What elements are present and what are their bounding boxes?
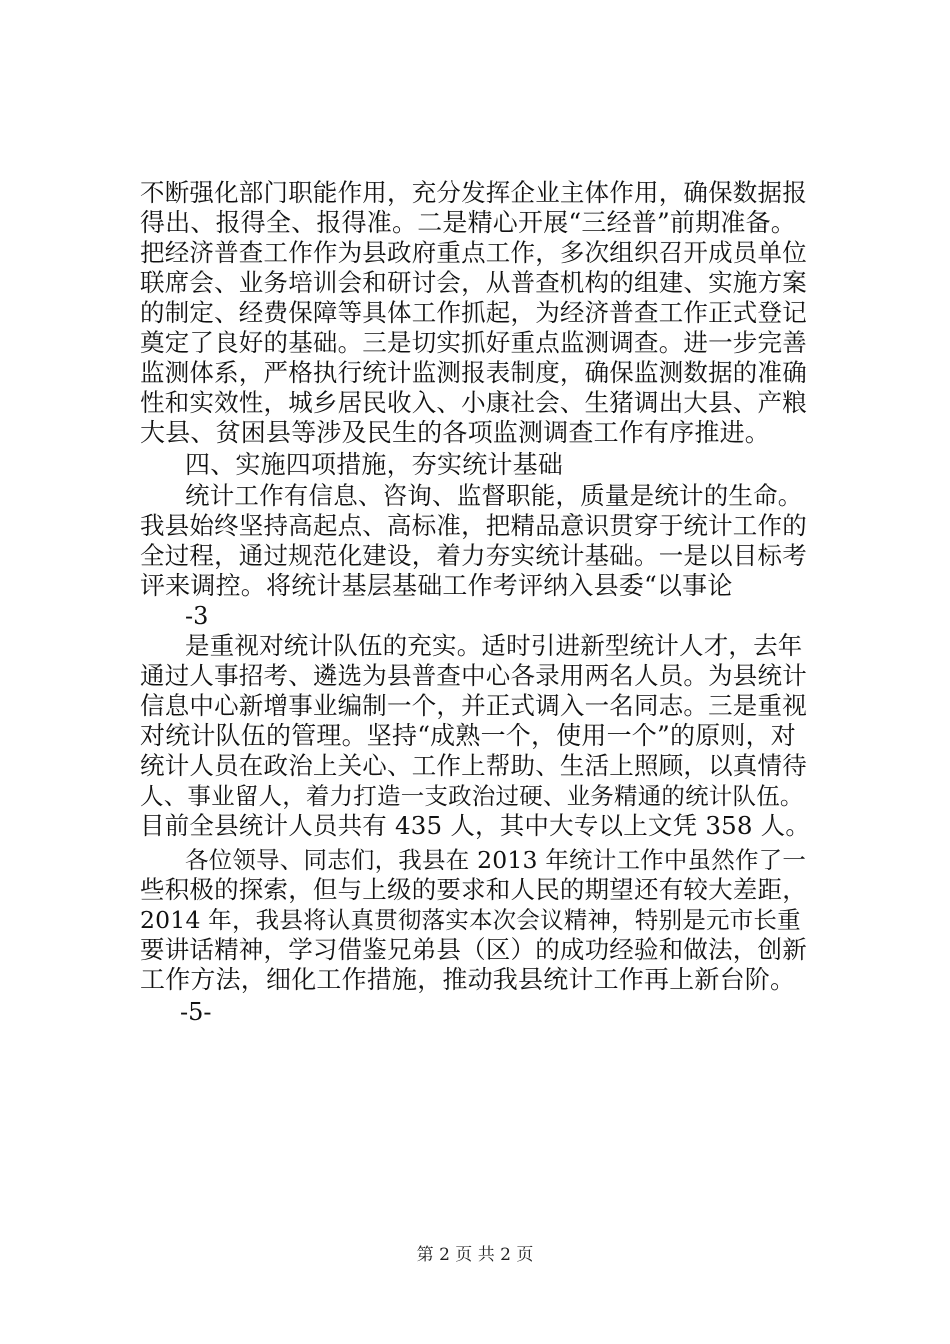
body-text-line: 奠定了良好的基础。三是切实抓好重点监测调查。进一步完善 <box>140 328 807 357</box>
body-text-line: 统计人员在政治上关心、工作上帮助、生活上照顾，以真情待 <box>140 751 807 780</box>
body-text-line: 对统计队伍的管理。坚持“成熟一个，使用一个”的原则，对 <box>140 721 796 750</box>
body-text-line: 不断强化部门职能作用，充分发挥企业主体作用，确保数据报 <box>140 178 807 207</box>
body-text-line: 评来调控。将统计基层基础工作考评纳入县委“以事论 <box>140 571 733 600</box>
body-text-line: 统计工作有信息、咨询、监督职能，质量是统计的生命。 <box>185 481 803 510</box>
body-text-line: 工作方法，细化工作措施，推动我县统计工作再上新台阶。 <box>140 965 796 994</box>
body-text-line: 大县、贫困县等涉及民生的各项监测调查工作有序推进。 <box>140 418 771 447</box>
body-text-line: 人、事业留人，着力打造一支政治过硬、业务精通的统计队伍。 <box>140 782 804 810</box>
body-text-line: 监测体系，严格执行统计监测报表制度，确保监测数据的准确 <box>140 358 807 387</box>
body-text-line: 些积极的探索，但与上级的要求和人民的期望还有较大差距， <box>140 875 807 904</box>
body-text-line: 联席会、业务培训会和研讨会，从普查机构的组建、实施方案 <box>140 268 807 297</box>
page-number-mark: -3 <box>185 602 209 630</box>
body-text-line: 2014 年，我县将认真贯彻落实本次会议精神，特别是元市长重 <box>140 906 801 934</box>
body-text-line: 得出、报得全、报得准。二是精心开展“三经普”前期准备。 <box>140 208 796 237</box>
page-footer: 第 2 页 共 2 页 <box>416 1245 534 1265</box>
body-text-line: 性和实效性，城乡居民收入、小康社会、生猪调出大县、产粮 <box>140 388 807 417</box>
body-text-line: 是重视对统计队伍的充实。适时引进新型统计人才，去年 <box>185 631 803 660</box>
body-text-line: 我县始终坚持高起点、高标准，把精品意识贯穿于统计工作的 <box>140 511 807 540</box>
body-text-line: 要讲话精神，学习借鉴兄弟县（区）的成功经验和做法，创新 <box>140 935 807 964</box>
body-text-line: 全过程，通过规范化建设，着力夯实统计基础。一是以目标考 <box>140 541 807 570</box>
body-text-line: 把经济普查工作作为县政府重点工作，多次组织召开成员单位 <box>140 238 807 267</box>
body-text-line: 通过人事招考、遴选为县普查中心各录用两名人员。为县统计 <box>140 661 807 690</box>
page-number-mark: -5- <box>180 998 212 1026</box>
section-heading: 四、实施四项措施，夯实统计基础 <box>185 450 564 479</box>
body-text-line: 信息中心新增事业编制一个，并正式调入一名同志。三是重视 <box>140 691 807 720</box>
body-text-line: 的制定、经费保障等具体工作抓起，为经济普查工作正式登记 <box>140 298 807 327</box>
body-text-line: 各位领导、同志们，我县在 2013 年统计工作中虽然作了一 <box>185 846 807 874</box>
body-text-line: 目前全县统计人员共有 435 人，其中大专以上文凭 358 人。 <box>140 811 811 840</box>
